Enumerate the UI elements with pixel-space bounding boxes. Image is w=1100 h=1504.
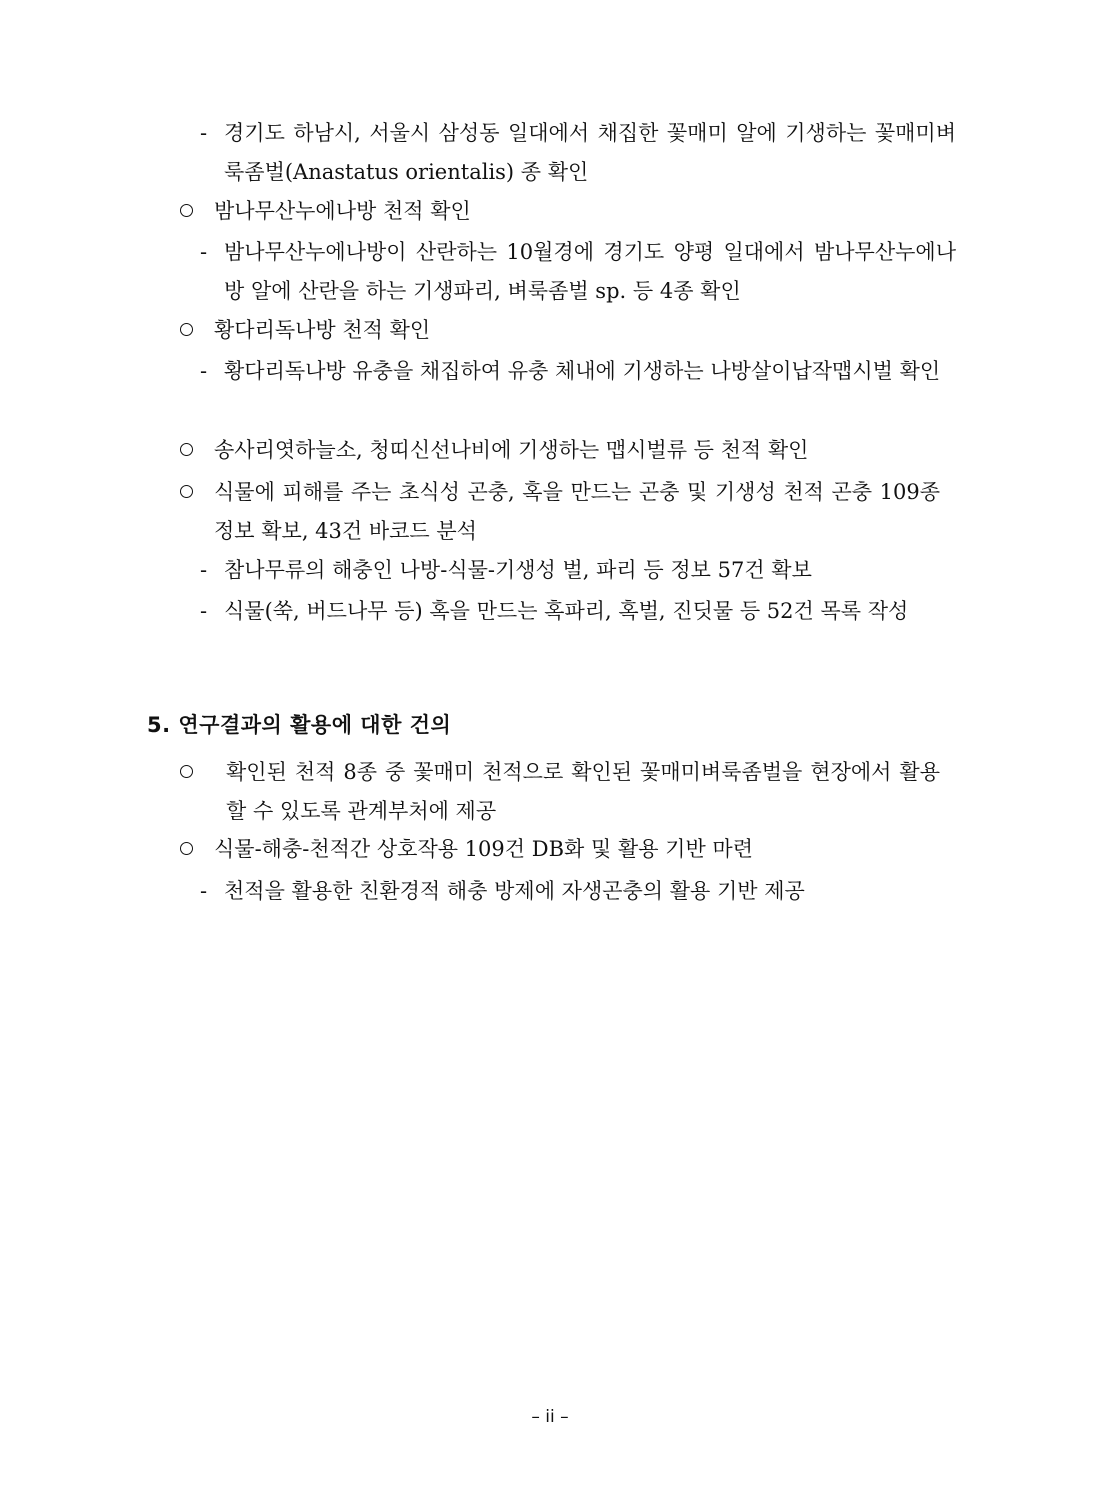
circle-bullet-icon [180, 204, 193, 217]
dash-marker: - [200, 121, 208, 145]
bullet-item [200, 551, 940, 590]
bullet-text: 황다리독나방 천적 확인 [214, 318, 431, 342]
circle-bullet-icon [180, 323, 193, 336]
bullet-text: 참나무류의 해충인 나방-식물-기생성 벌, 파리 등 정보 57건 확보 [224, 558, 812, 582]
bullet-item [180, 473, 940, 551]
circle-bullet-icon [180, 443, 193, 456]
bullet-text: 밤나무산누에나방이 산란하는 10월경에 경기도 양평 일대에서 밤나무산누에나방 알에 산란을 하는 기생파리, 벼룩좀벌 sp. 등 4종 확인 [224, 240, 956, 303]
bullet-text: 송사리엿하늘소, 청띠신선나비에 기생하는 맵시벌류 등 천적 확인 [214, 438, 809, 462]
page-number: – ii – [531, 1407, 569, 1427]
bullet-item [200, 872, 940, 911]
bullet-item [180, 192, 940, 231]
bullet-item [180, 830, 940, 869]
dash-marker: - [200, 879, 208, 903]
bullet-text: 밤나무산누에나방 천적 확인 [214, 199, 471, 223]
bullet-item [180, 311, 940, 350]
section-heading: 5. 연구결과의 활용에 대한 건의 [147, 713, 452, 737]
bullet-item [200, 233, 956, 311]
circle-bullet-icon [180, 765, 193, 778]
bullet-text: 황다리독나방 유충을 채집하여 유충 체내에 기생하는 나방살이납작맵시벌 확인 [224, 359, 941, 383]
dash-marker: - [200, 359, 208, 383]
bullet-text: 경기도 하남시, 서울시 삼성동 일대에서 채집한 꽃매미 알에 기생하는 꽃매미벼룩좀벌(Anastatus orientalis) 종 확인 [224, 121, 956, 184]
dash-marker: - [200, 558, 208, 582]
bullet-text: 식물-해충-천적간 상호작용 109건 DB화 및 활용 기반 마련 [214, 837, 753, 861]
bullet-item [200, 352, 956, 391]
bullet-text: 식물(쑥, 버드나무 등) 혹을 만드는 혹파리, 혹벌, 진딧물 등 52건 목록 작성 [224, 599, 909, 623]
circle-bullet-icon [180, 842, 193, 855]
bullet-item [180, 431, 940, 470]
bullet-item [180, 753, 940, 831]
bullet-text: 확인된 천적 8종 중 꽃매미 천적으로 확인된 꽃매미벼룩좀벌을 현장에서 활용할 수 있도록 관계부처에 제공 [226, 760, 940, 823]
dash-marker: - [200, 599, 208, 623]
bullet-item [200, 592, 940, 631]
bullet-item [200, 114, 956, 192]
bullet-text: 식물에 피해를 주는 초식성 곤충, 혹을 만드는 곤충 및 기생성 천적 곤충 109종 정보 확보, 43건 바코드 분석 [214, 480, 940, 543]
circle-bullet-icon [180, 485, 193, 498]
dash-marker: - [200, 240, 208, 264]
bullet-text: 천적을 활용한 친환경적 해충 방제에 자생곤충의 활용 기반 제공 [224, 879, 805, 903]
